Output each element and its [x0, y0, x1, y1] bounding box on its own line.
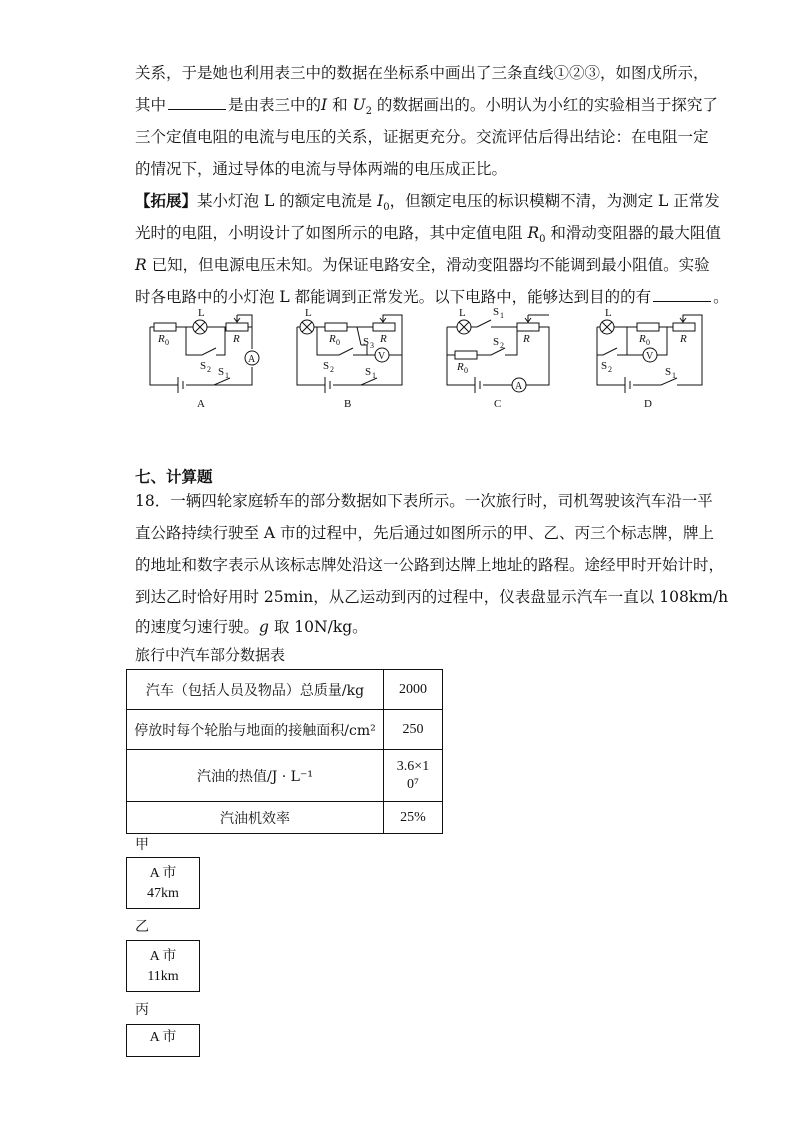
- section-title: 七、计算题: [135, 467, 213, 486]
- label-sub: 3: [370, 341, 374, 350]
- symbol-U: U: [352, 96, 366, 114]
- ext-line-3: [135, 249, 710, 281]
- label-r: R: [680, 333, 687, 345]
- intro-line-3: 三个定值电阻的电流与电压的关系，证据更充分。交流评估后得出结论：在电阻一定: [135, 128, 709, 146]
- label-sub: 2: [608, 365, 612, 374]
- table-cell: 25%: [384, 802, 443, 834]
- text: 已知，但电源电压未知。为保证电路安全，滑动变阻器均不能调到最小阻值。实验: [146, 256, 710, 274]
- question-line-1: [135, 485, 713, 517]
- subscript: 0: [383, 202, 390, 214]
- label-s1: S: [218, 366, 225, 378]
- voltmeter-label: V: [378, 351, 386, 362]
- sign-distance: 11km: [147, 969, 179, 984]
- label-s1: S: [665, 366, 672, 378]
- label-r: R: [380, 333, 387, 345]
- table-cell: 汽车（包括人员及物品）总质量/kg: [127, 670, 384, 710]
- table-row: [127, 670, 443, 710]
- table-row: [127, 710, 443, 750]
- symbol-I: I: [377, 192, 384, 210]
- label-sub: 0: [464, 366, 468, 375]
- label-sub: 1: [225, 371, 229, 380]
- intro-line-4: 的情况下，通过导体的电流与导体两端的电压成正比。: [135, 160, 508, 178]
- sign-label-yi: 乙: [135, 919, 149, 935]
- circuit-diagrams: [130, 305, 800, 415]
- table-caption: 旅行中汽车部分数据表: [135, 646, 286, 664]
- label-sub: 0: [165, 338, 169, 347]
- label-r0: R: [158, 333, 165, 345]
- label-s1: S: [365, 366, 372, 378]
- table-row: [127, 802, 443, 834]
- label-sub: 2: [500, 341, 504, 350]
- sign-yi: [126, 940, 200, 992]
- circuit-a: [150, 307, 259, 410]
- text: 光时的电阻，小明设计了如图所示的电路，其中定值电阻: [135, 224, 528, 242]
- label-s2: S: [601, 360, 608, 372]
- label-r0: R: [457, 361, 464, 373]
- table-cell: 2000: [384, 670, 443, 710]
- circuit-label-c: C: [494, 398, 502, 410]
- sign-city: A 市: [149, 1030, 177, 1045]
- circuit-c: [447, 306, 549, 410]
- symbol-g: g: [259, 618, 269, 636]
- car-data-table: [126, 669, 443, 834]
- text: 和滑动变阻器的最大阻值: [545, 224, 721, 242]
- text: 其中: [135, 96, 167, 114]
- value-line: 0⁷: [407, 776, 419, 792]
- label-sub: 2: [207, 365, 211, 374]
- sign-label-jia: 甲: [135, 837, 149, 853]
- label-sub: 0: [646, 338, 650, 347]
- answer-blank[interactable]: [168, 95, 226, 110]
- label-sub: 0: [336, 338, 340, 347]
- text: 是由表三中的: [228, 96, 322, 114]
- label-l: L: [198, 307, 205, 319]
- symbol-I: I: [321, 96, 328, 114]
- label-s1: S: [493, 306, 500, 318]
- subscript: 0: [539, 234, 546, 246]
- table-cell: [384, 750, 443, 802]
- label-l: L: [605, 307, 612, 319]
- label-s2: S: [200, 360, 207, 372]
- extension-tag: 【拓展】: [135, 191, 198, 210]
- label-sub: 1: [672, 371, 676, 380]
- text: 和: [327, 96, 353, 114]
- sign-city: A 市: [149, 866, 177, 881]
- ammeter-label: A: [515, 381, 523, 392]
- table-cell: 汽油机效率: [127, 802, 384, 834]
- label-r: R: [233, 333, 240, 345]
- label-r0: R: [329, 333, 336, 345]
- subscript: 2: [365, 106, 372, 118]
- circuit-label-d: D: [644, 398, 652, 410]
- voltmeter-label: V: [646, 351, 654, 362]
- ammeter-label: A: [248, 354, 256, 365]
- question-line-4: 到达乙时恰好用时 25min，从乙运动到丙的过程中，仪表盘显示汽车一直以 108km/h: [135, 588, 729, 606]
- text: 一辆四轮家庭轿车的部分数据如下表所示。一次旅行时，司机驾驶该汽车沿一平: [170, 492, 713, 510]
- sign-distance: 47km: [147, 886, 179, 901]
- table-cell: 250: [384, 710, 443, 750]
- table-cell: 停放时每个轮胎与地面的接触面积/cm²: [127, 710, 384, 750]
- label-s3: S: [363, 336, 370, 348]
- circuit-label-b: B: [344, 398, 352, 410]
- circuit-b: [297, 307, 402, 410]
- text: 的速度匀速行驶。: [135, 618, 260, 636]
- sign-label-bing: 丙: [135, 1002, 149, 1018]
- text: 时各电路中的小灯泡 L 都能调到正常发光。以下电路中，能够达到目的的有: [135, 288, 652, 306]
- label-l: L: [305, 307, 312, 319]
- sign-city: A 市: [149, 949, 177, 964]
- label-sub: 1: [500, 311, 504, 320]
- question-line-2: 直公路持续行驶至 A 市的过程中，先后通过如图所示的甲、乙、丙三个标志牌，牌上: [135, 524, 715, 542]
- text: 。: [713, 288, 729, 306]
- circuit-d: [597, 307, 702, 410]
- intro-line-1: 关系，于是她也利用表三中的数据在坐标系中画出了三条直线①②③，如图戊所示，: [135, 64, 709, 82]
- circuit-label-a: A: [197, 398, 205, 410]
- text: ，但额定电压的标识模糊不清，为测定 L 正常发: [389, 192, 720, 210]
- symbol-R: R: [527, 224, 540, 242]
- label-l: L: [459, 307, 466, 319]
- table-row: [127, 750, 443, 802]
- text: 某小灯泡 L 的额定电流是: [197, 192, 378, 210]
- question-number: 18．: [135, 492, 171, 510]
- text: 的数据画出的。小明认为小红的实验相当于探究了: [371, 96, 718, 114]
- sign-jia: [126, 857, 200, 909]
- label-r: R: [523, 333, 530, 345]
- label-sub: 1: [372, 371, 376, 380]
- answer-blank[interactable]: [653, 287, 711, 302]
- label-sub: 2: [330, 365, 334, 374]
- text: 取 10N/kg。: [268, 618, 368, 636]
- label-s2: S: [493, 336, 500, 348]
- sign-bing: [126, 1024, 200, 1057]
- table-cell: 汽油的热值/J · L⁻¹: [127, 750, 384, 802]
- value-line: 3.6×1: [396, 758, 430, 774]
- question-line-3: 的地址和数字表示从该标志牌处沿这一公路到达牌上地址的路程。途经甲时开始计时，: [135, 556, 725, 574]
- label-r0: R: [639, 333, 646, 345]
- symbol-R: R: [135, 256, 147, 274]
- label-s2: S: [323, 360, 330, 372]
